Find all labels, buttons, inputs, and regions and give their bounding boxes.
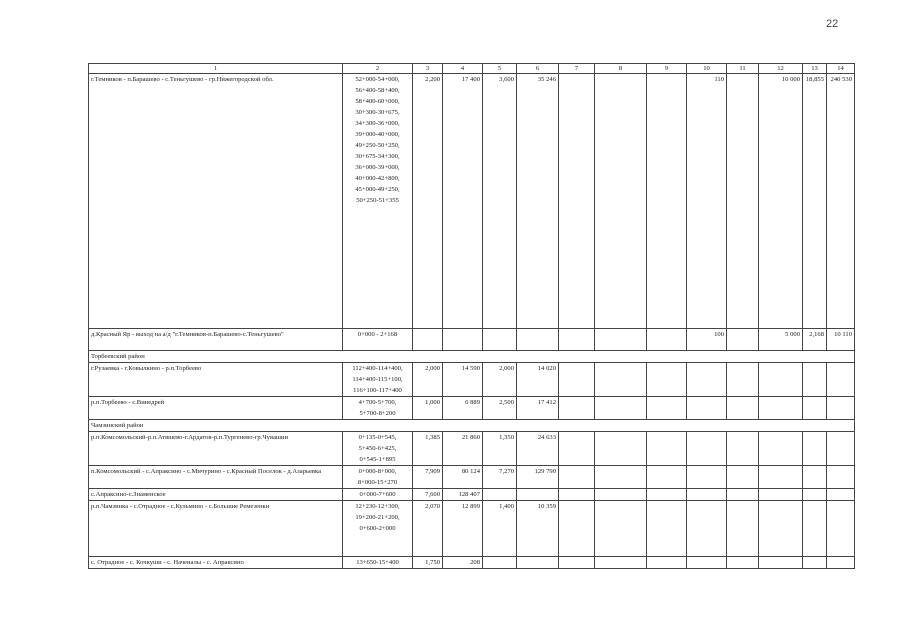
value-cell-col8 [595,329,647,351]
value-cell-col13 [803,363,827,397]
km-range: 36+000-39+000, [355,164,400,171]
km-range-cell [343,74,413,329]
table-row [89,74,855,329]
value-cell-col10 [687,557,727,569]
road-name-cell: п.Комсомольский - с.Апраксино - с.Мичурино - с.Красный Поселок - д.Азарьевка [89,466,343,489]
header-cell: 1 [89,64,343,74]
km-range: 58+400-60+000, [355,98,400,105]
value-cell-col3: 7,600 [413,489,443,501]
value-cell-col6 [517,557,559,569]
value-cell-col8 [595,466,647,489]
km-range: 0+600-2+000 [359,525,396,532]
header-cell: 12 [759,64,803,74]
header-cell: 6 [517,64,559,74]
header-cell: 11 [727,64,759,74]
km-range: 30+675-34+300, [355,153,400,160]
header-cell: 2 [343,64,413,74]
value-cell-col9 [647,432,687,466]
value-cell-col5 [483,489,517,501]
value-cell-col3: 1,000 [413,397,443,420]
value-cell-col14: 240 530 [827,74,855,329]
value-cell-col14 [827,363,855,397]
value-cell-col7 [559,489,595,501]
value-cell-col9 [647,397,687,420]
value-cell-col8 [595,432,647,466]
km-range-cell [343,557,413,569]
header-cell: 14 [827,64,855,74]
value-cell-col12: 10 000 [759,74,803,329]
value-cell-col13 [803,557,827,569]
km-range-cell [343,329,413,351]
value-cell-col7 [559,74,595,329]
value-cell-col11 [727,363,759,397]
table-row [89,557,855,569]
page-number: 22 [826,18,839,30]
value-cell-col7 [559,397,595,420]
value-cell-col11 [727,432,759,466]
value-cell-col12 [759,557,803,569]
value-cell-col6: 35 246 [517,74,559,329]
value-cell-col10: 110 [687,74,727,329]
km-range: 5+700-8+200 [359,410,396,417]
road-name-cell: с.Апраксино-с.Знаменское [89,489,343,501]
km-range: 12+230-12+300, [355,503,400,510]
value-cell-col11 [727,489,759,501]
km-range: 40+000-42+800, [355,175,400,182]
value-cell-col11 [727,466,759,489]
value-cell-col5 [483,557,517,569]
km-range-cell [343,363,413,397]
table-row [89,501,855,557]
value-cell-col10 [687,397,727,420]
km-range: 50+250-51+355 [356,197,399,204]
header-cell: 8 [595,64,647,74]
km-range: 0+000-8+000, [358,468,397,475]
value-cell-col10 [687,501,727,557]
section-row [89,420,855,432]
road-name-cell: р.п.Комсомольский-р.п.Атяшево-г.Ардатов-р.п.Тургенево-гр.Чувашии [89,432,343,466]
value-cell-col9 [647,363,687,397]
value-cell-col5: 2,500 [483,397,517,420]
value-cell-col7 [559,363,595,397]
value-cell-col11 [727,501,759,557]
table-row [89,363,855,397]
value-cell-col11 [727,329,759,351]
value-cell-col6: 24 633 [517,432,559,466]
value-cell-col11 [727,397,759,420]
table-row [89,329,855,351]
header-cell: 7 [559,64,595,74]
km-range: 112+400-114+400, [352,365,403,372]
header-cell: 5 [483,64,517,74]
value-cell-col14 [827,466,855,489]
value-cell-col12 [759,501,803,557]
km-range-cell [343,489,413,501]
value-cell-col13 [803,397,827,420]
km-range: 116+100-117+400 [353,387,402,394]
value-cell-col4: 12 899 [443,501,483,557]
value-cell-col7 [559,329,595,351]
value-cell-col4: 128 407 [443,489,483,501]
road-name-cell: г.Рузаевка - г.Ковылкино - р.п.Торбеево [89,363,343,397]
table-header-row [89,64,855,74]
value-cell-col4: 208 [443,557,483,569]
value-cell-col8 [595,501,647,557]
value-cell-col12: 5 000 [759,329,803,351]
value-cell-col5: 1,400 [483,501,517,557]
header-cell: 4 [443,64,483,74]
km-range: 34+300-36+000, [355,120,400,127]
value-cell-col10 [687,466,727,489]
km-range: 52+000-54+000, [355,76,400,83]
value-cell-col5: 7,270 [483,466,517,489]
value-cell-col5: 1,350 [483,432,517,466]
value-cell-col10 [687,363,727,397]
value-cell-col10: 100 [687,329,727,351]
table-row [89,397,855,420]
value-cell-col4: 21 860 [443,432,483,466]
km-range: 30+300-30+675, [355,109,400,116]
value-cell-col13 [803,466,827,489]
km-range: 19+200-21+200, [355,514,400,521]
value-cell-col4: 80 124 [443,466,483,489]
value-cell-col8 [595,397,647,420]
value-cell-col6 [517,489,559,501]
value-cell-col9 [647,466,687,489]
km-range: 13+650-15+400 [356,559,399,566]
value-cell-col4: 17 400 [443,74,483,329]
road-name-cell: р.п.Чамзинка - с.Отрадное - с.Кульмино - с.Большие Ремезенки [89,501,343,557]
value-cell-col11 [727,74,759,329]
road-name-cell: г.Темников - п.Барашево - с.Теньгушево - гр.Нижегородской обл. [89,74,343,329]
value-cell-col5: 3,600 [483,74,517,329]
header-cell: 9 [647,64,687,74]
value-cell-col13: 18,855 [803,74,827,329]
value-cell-col14 [827,489,855,501]
value-cell-col13 [803,501,827,557]
km-range: 0+000-7+600 [359,491,396,498]
value-cell-col11 [727,557,759,569]
km-range-cell [343,432,413,466]
value-cell-col14 [827,557,855,569]
km-range: 56+400-58+400, [355,87,400,94]
value-cell-col8 [595,557,647,569]
value-cell-col14 [827,501,855,557]
value-cell-col9 [647,329,687,351]
value-cell-col8 [595,74,647,329]
value-cell-col14 [827,432,855,466]
km-range: 114+400-115+100, [352,376,403,383]
value-cell-col6: 14 020 [517,363,559,397]
km-range: 0+000 - 2+168 [357,331,398,338]
table-row [89,489,855,501]
value-cell-col13: 2,168 [803,329,827,351]
road-name-cell: д.Красный Яр - выход на а/д "г.Темников-п.Барашево-с.Теньгушево" [89,329,343,351]
table-row [89,432,855,466]
value-cell-col10 [687,432,727,466]
value-cell-col9 [647,489,687,501]
value-cell-col7 [559,432,595,466]
value-cell-col14: 10 110 [827,329,855,351]
road-works-table [88,63,855,569]
value-cell-col7 [559,466,595,489]
value-cell-col3 [413,329,443,351]
header-cell: 13 [803,64,827,74]
value-cell-col5: 2,000 [483,363,517,397]
value-cell-col6: 129 790 [517,466,559,489]
section-title: Торбеевский район [89,351,855,363]
value-cell-col7 [559,557,595,569]
road-name-cell: р.п.Торбеево - с.Винедрей [89,397,343,420]
header-cell: 3 [413,64,443,74]
value-cell-col12 [759,363,803,397]
km-range: 5+450-6+425, [358,445,397,452]
header-cell: 10 [687,64,727,74]
table-row [89,466,855,489]
km-range: 39+000-40+000, [355,131,400,138]
value-cell-col9 [647,557,687,569]
value-cell-col13 [803,432,827,466]
km-range-cell [343,397,413,420]
value-cell-col3: 2,000 [413,363,443,397]
value-cell-col12 [759,466,803,489]
table-body [89,64,855,569]
value-cell-col14 [827,397,855,420]
value-cell-col6: 17 412 [517,397,559,420]
value-cell-col6 [517,329,559,351]
value-cell-col7 [559,501,595,557]
section-row [89,351,855,363]
value-cell-col13 [803,489,827,501]
value-cell-col12 [759,489,803,501]
value-cell-col4 [443,329,483,351]
km-range: 0+135-0+545, [358,434,397,441]
value-cell-col4: 6 889 [443,397,483,420]
value-cell-col3: 2,200 [413,74,443,329]
value-cell-col9 [647,501,687,557]
value-cell-col6: 10 359 [517,501,559,557]
km-range: 4+700-5+700, [358,399,397,406]
value-cell-col4: 14 590 [443,363,483,397]
value-cell-col3: 2,070 [413,501,443,557]
section-title: Чамзинский район [89,420,855,432]
value-cell-col8 [595,489,647,501]
km-range: 45+000-49+250, [355,186,400,193]
km-range: 0+545-1+895 [359,456,396,463]
km-range: 8+000-15+270 [357,479,398,486]
value-cell-col12 [759,397,803,420]
value-cell-col12 [759,432,803,466]
km-range-cell [343,501,413,557]
value-cell-col3: 1,385 [413,432,443,466]
road-name-cell: с. Отрадное - с. Кочкуши - с. Начеиалы - с. Апраксино [89,557,343,569]
value-cell-col8 [595,363,647,397]
km-range-cell [343,466,413,489]
value-cell-col9 [647,74,687,329]
value-cell-col3: 1,750 [413,557,443,569]
km-range: 49+250-50+250, [355,142,400,149]
value-cell-col5 [483,329,517,351]
value-cell-col3: 7,909 [413,466,443,489]
value-cell-col10 [687,489,727,501]
